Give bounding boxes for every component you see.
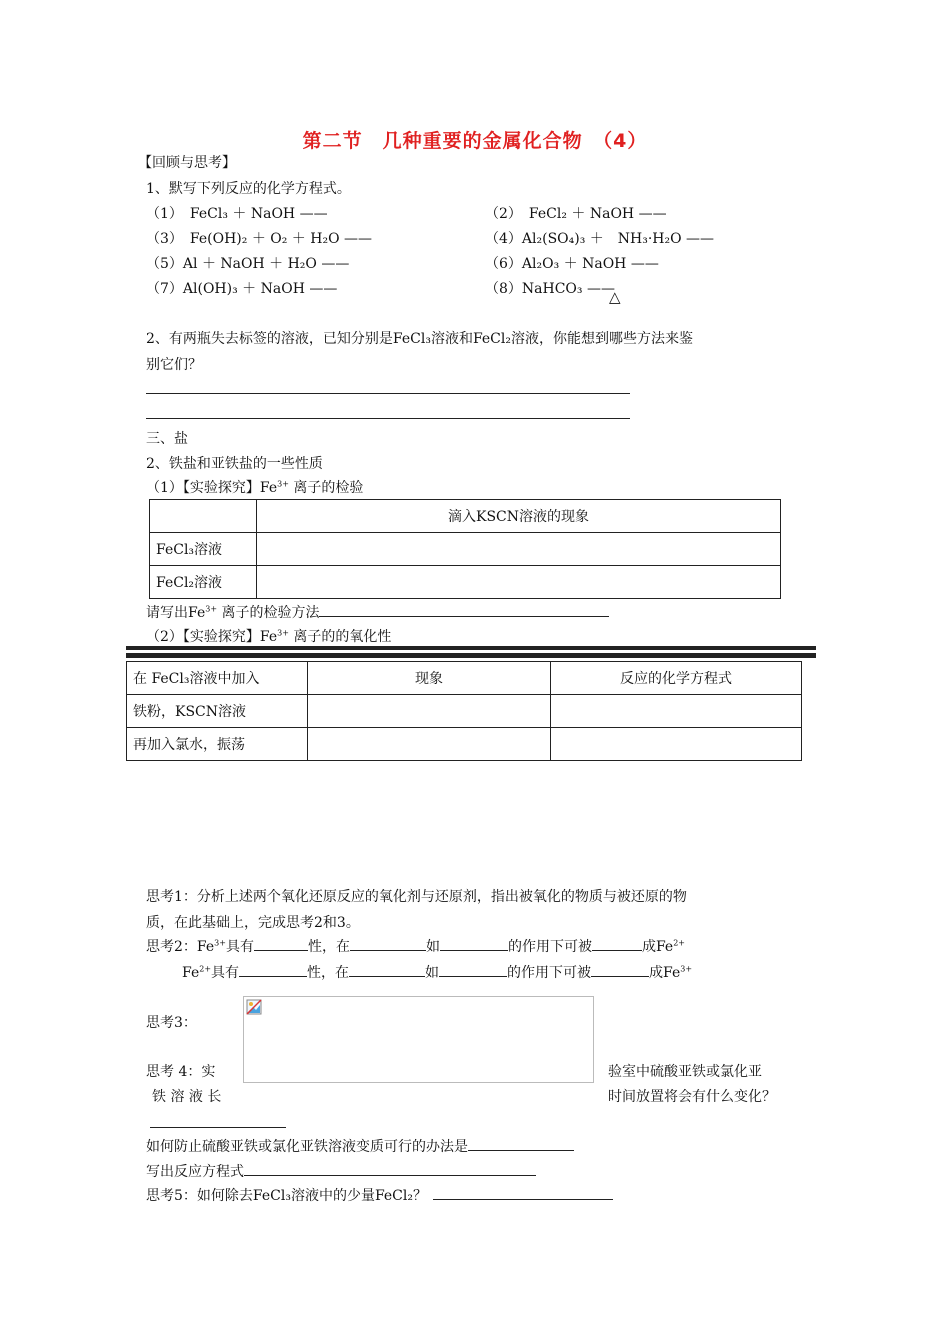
think4-left1: 思考 4：实 <box>146 1064 216 1080</box>
broken-image-icon <box>246 999 262 1015</box>
answer-line[interactable] <box>150 1127 286 1128</box>
table-top-rule <box>126 646 816 658</box>
table-row-label: FeCl₂溶液 <box>150 566 257 599</box>
think4-right1: 验室中硫酸亚铁或氯化亚 <box>608 1064 762 1080</box>
answer-blank[interactable] <box>244 1162 536 1176</box>
subsection-heading: 2、铁盐和亚铁盐的一些性质 <box>146 456 323 472</box>
reaction-3: （3） Fe(OH)₂ ＋ O₂ ＋ H₂O —— <box>146 231 373 247</box>
page-title: 第二节 几种重要的金属化合物 （4） <box>302 130 648 152</box>
think2-line2: $Fe^{2+}$具有 性，在 如 的作用下可被 成$Fe^{3+}$ <box>182 964 693 981</box>
think1-line2: 质，在此基础上，完成思考2和3。 <box>146 915 360 931</box>
answer-cell[interactable] <box>308 728 551 761</box>
reaction-6: （6）Al₂O₃ ＋ NaOH —— <box>485 256 659 272</box>
answer-blank[interactable] <box>319 603 609 617</box>
answer-cell[interactable] <box>551 695 802 728</box>
exp2-heading: （2）【实验探究】$Fe^{3+}$ 离子的的氧化性 <box>146 628 392 645</box>
answer-blank[interactable] <box>350 937 426 951</box>
table-row-label: 再加入氯水，振荡 <box>127 728 308 761</box>
equation-prompt: 写出反应方程式 <box>146 1161 536 1181</box>
method-prompt: 请写出$Fe^{3+}$ 离子的检验方法 <box>146 602 609 622</box>
answer-line[interactable] <box>146 418 630 419</box>
table-header: 反应的化学方程式 <box>551 662 802 695</box>
answer-blank[interactable] <box>468 1137 574 1151</box>
answer-line[interactable] <box>146 393 630 394</box>
exp1-heading: （1）【实验探究】$Fe^{3+}$ 离子的检验 <box>146 479 364 496</box>
answer-cell[interactable] <box>257 566 781 599</box>
oxidation-table <box>126 661 802 761</box>
section-heading: 三、盐 <box>146 431 188 447</box>
answer-blank[interactable] <box>591 963 649 977</box>
answer-blank[interactable] <box>440 937 508 951</box>
embedded-image-frame <box>243 996 594 1083</box>
reaction-2: （2） FeCl₂ ＋ NaOH —— <box>485 206 667 222</box>
q2-line2: 别它们？ <box>146 357 202 373</box>
reaction-4: （4）Al₂(SO₄)₃ ＋ NH₃·H₂O —— <box>485 231 715 247</box>
reaction-1: （1） FeCl₃ ＋ NaOH —— <box>146 206 328 222</box>
q2-line1: 2、有两瓶失去标签的溶液，已知分别是FeCl₃溶液和FeCl₂溶液，你能想到哪些方法来鉴 <box>146 331 693 347</box>
reaction-5: （5）Al ＋ NaOH ＋ H₂O —— <box>146 256 350 272</box>
answer-blank[interactable] <box>439 963 507 977</box>
q1-prompt: 1、默写下列反应的化学方程式。 <box>146 181 351 197</box>
table-cell <box>150 500 257 533</box>
heat-triangle: △ <box>609 288 621 306</box>
review-heading: 【回顾与思考】 <box>138 155 236 171</box>
think5-prompt: 思考5：如何除去FeCl₃溶液中的少量FeCl₂？ <box>146 1185 613 1205</box>
answer-blank[interactable] <box>349 963 425 977</box>
table-header: 滴入KSCN溶液的现象 <box>257 500 781 533</box>
kscn-table <box>149 499 781 599</box>
table-header: 现象 <box>308 662 551 695</box>
answer-cell[interactable] <box>308 695 551 728</box>
answer-blank[interactable] <box>433 1186 613 1200</box>
table-row-label: 铁粉，KSCN溶液 <box>127 695 308 728</box>
think1-line1: 思考1：分析上述两个氧化还原反应的氧化剂与还原剂，指出被氧化的物质与被还原的物 <box>146 889 687 905</box>
table-row-label: FeCl₃溶液 <box>150 533 257 566</box>
table-header: 在 FeCl₃溶液中加入 <box>127 662 308 695</box>
think2-line1: 思考2：$Fe^{3+}$具有 性，在 如 的作用下可被 成$Fe^{2+}$ <box>146 938 685 955</box>
answer-cell[interactable] <box>551 728 802 761</box>
think3-label: 思考3： <box>146 1015 197 1031</box>
think4-left2: 铁 溶 液 长 <box>152 1089 222 1105</box>
think4-right2: 时间放置将会有什么变化？ <box>608 1089 776 1105</box>
answer-blank[interactable] <box>254 937 308 951</box>
answer-blank[interactable] <box>239 963 307 977</box>
answer-cell[interactable] <box>257 533 781 566</box>
reaction-7: （7）Al(OH)₃ ＋ NaOH —— <box>146 281 338 297</box>
answer-blank[interactable] <box>592 937 642 951</box>
reaction-8: （8）NaHCO₃ —— <box>485 281 615 297</box>
prevent-prompt: 如何防止硫酸亚铁或氯化亚铁溶液变质可行的办法是 <box>146 1136 574 1156</box>
